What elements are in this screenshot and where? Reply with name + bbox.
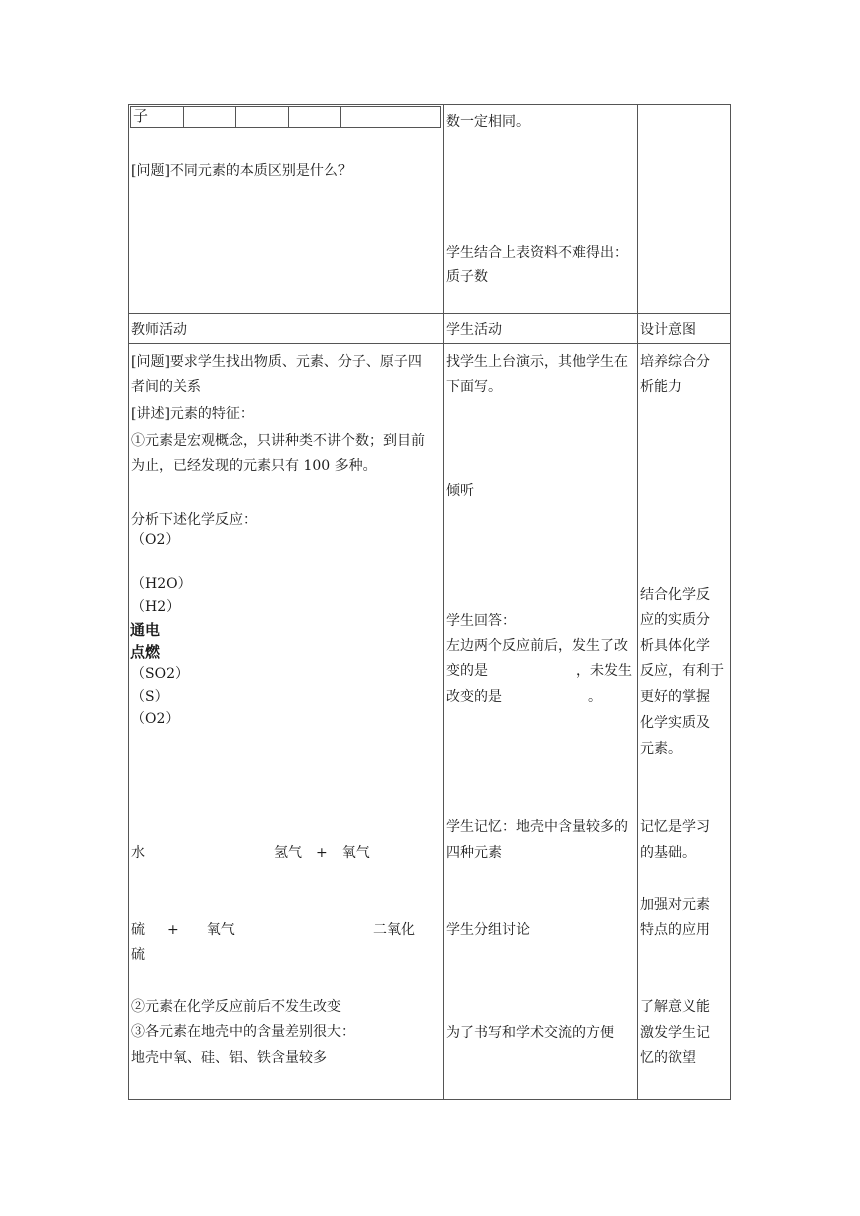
- design-text: 析具体化学: [640, 638, 710, 654]
- student-text: 。: [588, 689, 602, 705]
- teacher-text: 分析下述化学反应：: [131, 512, 257, 528]
- design-text: 反应，有利于: [640, 663, 724, 679]
- inner-table-cell: [184, 107, 236, 127]
- design-text: 培养综合分: [640, 354, 710, 370]
- design-text: 元素。: [640, 741, 682, 757]
- student-text: 倾听: [446, 483, 474, 499]
- inner-table-cell: [236, 107, 289, 127]
- teacher-text: ③各元素在地壳中的含量差别很大：: [131, 1024, 355, 1040]
- reaction-condition: 点燃: [130, 643, 161, 661]
- teacher-text: ①元素是宏观概念，只讲种类不讲个数；到目前: [131, 433, 425, 449]
- student-text: 变的是: [446, 663, 488, 679]
- design-text: 记忆是学习: [640, 819, 710, 835]
- formula-label: （O2）: [131, 532, 180, 548]
- teacher-text: 为止，已经发现的元素只有 100 多种。: [131, 458, 377, 474]
- reaction-text: 硫: [131, 922, 145, 938]
- design-text: 了解意义能: [640, 999, 710, 1015]
- design-text: 应的实质分: [640, 612, 710, 628]
- reaction-text: 硫: [131, 947, 145, 963]
- column-divider-2: [637, 104, 638, 1100]
- student-line: 数一定相同。: [446, 114, 530, 130]
- teacher-text: 者间的关系: [131, 379, 201, 395]
- student-line: 质子数: [446, 269, 488, 285]
- design-text: 特点的应用: [640, 922, 710, 938]
- reaction-condition: 通电: [130, 621, 161, 639]
- teacher-text: 地壳中氧、硅、铝、铁含量较多: [131, 1050, 327, 1066]
- inner-table-cell: [289, 107, 341, 127]
- design-text: 结合化学反: [640, 587, 710, 603]
- student-text: 下面写。: [446, 379, 502, 395]
- design-text: 析能力: [640, 379, 682, 395]
- reaction-text: 氢气 + 氧气: [274, 845, 370, 861]
- design-text: 更好的掌握: [640, 689, 710, 705]
- teacher-text: [讲述]元素的特征：: [131, 406, 254, 422]
- student-text: 学生记忆：地壳中含量较多的: [446, 819, 628, 835]
- header-design: 设计意图: [640, 322, 696, 338]
- formula-label: （H2O）: [131, 576, 192, 592]
- student-text: 改变的是: [446, 689, 502, 705]
- student-text: 为了书写和学术交流的方便: [446, 1025, 614, 1041]
- teacher-text: ②元素在化学反应前后不发生改变: [131, 999, 341, 1015]
- teacher-text: [问题]要求学生找出物质、元素、分子、原子四: [131, 354, 422, 370]
- inner-table-first-cell: 子: [133, 107, 149, 125]
- design-text: 忆的欲望: [640, 1050, 696, 1066]
- student-text: ，未发生: [576, 663, 632, 679]
- inner-table: [130, 106, 441, 128]
- student-line: 学生结合上表资料不难得出：: [446, 245, 628, 261]
- reaction-text: + 氧气: [167, 922, 235, 938]
- formula-label: （O2）: [131, 711, 180, 727]
- formula-label: （S）: [131, 689, 169, 705]
- column-divider-1: [443, 104, 444, 1100]
- student-text: 学生回答：: [446, 613, 516, 629]
- header-teacher: 教师活动: [131, 322, 187, 338]
- reaction-text: 水: [131, 845, 145, 861]
- header-student: 学生活动: [446, 322, 502, 338]
- student-text: 左边两个反应前后，发生了改: [446, 638, 628, 654]
- row-divider-2: [128, 343, 731, 344]
- design-text: 加强对元素: [640, 897, 710, 913]
- reaction-text: 二氧化: [373, 922, 415, 938]
- student-text: 四种元素: [446, 845, 502, 861]
- design-text: 的基础。: [640, 845, 696, 861]
- design-text: 化学实质及: [640, 715, 710, 731]
- formula-label: （H2）: [131, 599, 181, 615]
- student-text: 找学生上台演示，其他学生在: [446, 354, 628, 370]
- question-distinct: [问题]不同元素的本质区别是什么？: [131, 163, 352, 179]
- formula-label: （SO2）: [131, 666, 189, 682]
- row-divider-1: [128, 313, 731, 314]
- design-text: 激发学生记: [640, 1025, 710, 1041]
- student-text: 学生分组讨论: [446, 922, 530, 938]
